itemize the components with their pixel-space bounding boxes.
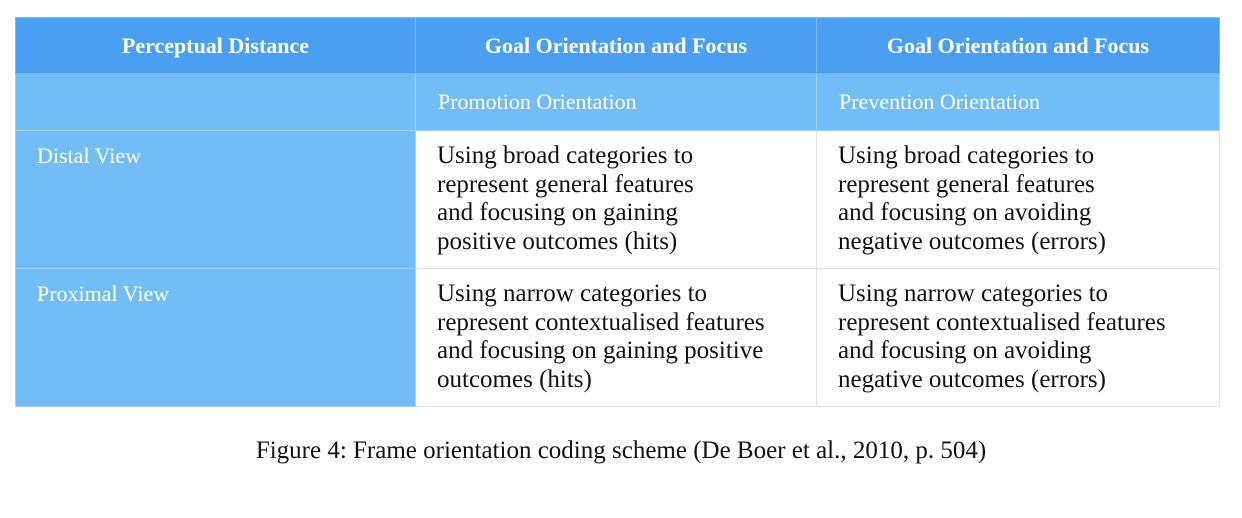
- cell-text-line: positive outcomes (hits): [437, 227, 678, 255]
- cell-text-line: outcomes (hits): [437, 365, 592, 393]
- coding-scheme-table: [15, 17, 1220, 407]
- row-label-proximal-view: Proximal View: [16, 269, 416, 407]
- row-label-distal-view: Distal View: [16, 131, 416, 269]
- table-row-proximal: [16, 269, 1220, 407]
- subheader-prevention-orientation: Prevention Orientation: [817, 74, 1220, 131]
- cell-text-line: and focusing on avoiding: [838, 199, 1092, 226]
- cell-text-line: negative outcomes (errors): [838, 365, 1106, 393]
- cell-text-line: and focusing on gaining positive: [437, 337, 764, 364]
- header-goal-orientation-prevention: Goal Orientation and Focus: [817, 18, 1220, 74]
- figure-caption: Figure 4: Frame orientation coding scheme (De Boer et al., 2010, p. 504): [255, 437, 987, 464]
- cell-text-line: Using narrow categories to: [437, 280, 708, 307]
- cell-text-line: represent contextualised features: [838, 308, 1166, 336]
- table-subheader-row: [16, 74, 1220, 131]
- cell-proximal-prevention: [817, 269, 1220, 407]
- table-header-row: [16, 18, 1220, 74]
- cell-text-line: and focusing on avoiding: [838, 337, 1092, 364]
- cell-distal-prevention: [817, 131, 1220, 269]
- header-perceptual-distance: Perceptual Distance: [16, 18, 416, 74]
- cell-text-line: negative outcomes (errors): [838, 227, 1106, 255]
- cell-text-line: Using broad categories to: [437, 142, 694, 169]
- table-row-distal: [16, 131, 1220, 269]
- subheader-promotion-orientation: Promotion Orientation: [416, 74, 817, 131]
- cell-text-line: and focusing on gaining: [437, 199, 678, 226]
- cell-text-line: Using narrow categories to: [838, 280, 1109, 307]
- cell-text-line: represent general features: [838, 170, 1095, 198]
- subheader-empty-cell: [16, 74, 416, 131]
- cell-proximal-promotion: [416, 269, 817, 407]
- header-goal-orientation-promotion: Goal Orientation and Focus: [416, 18, 817, 74]
- cell-text-line: represent contextualised features: [437, 308, 765, 336]
- cell-distal-promotion: [416, 131, 817, 269]
- cell-text-line: represent general features: [437, 170, 694, 198]
- cell-text-line: Using broad categories to: [838, 142, 1095, 169]
